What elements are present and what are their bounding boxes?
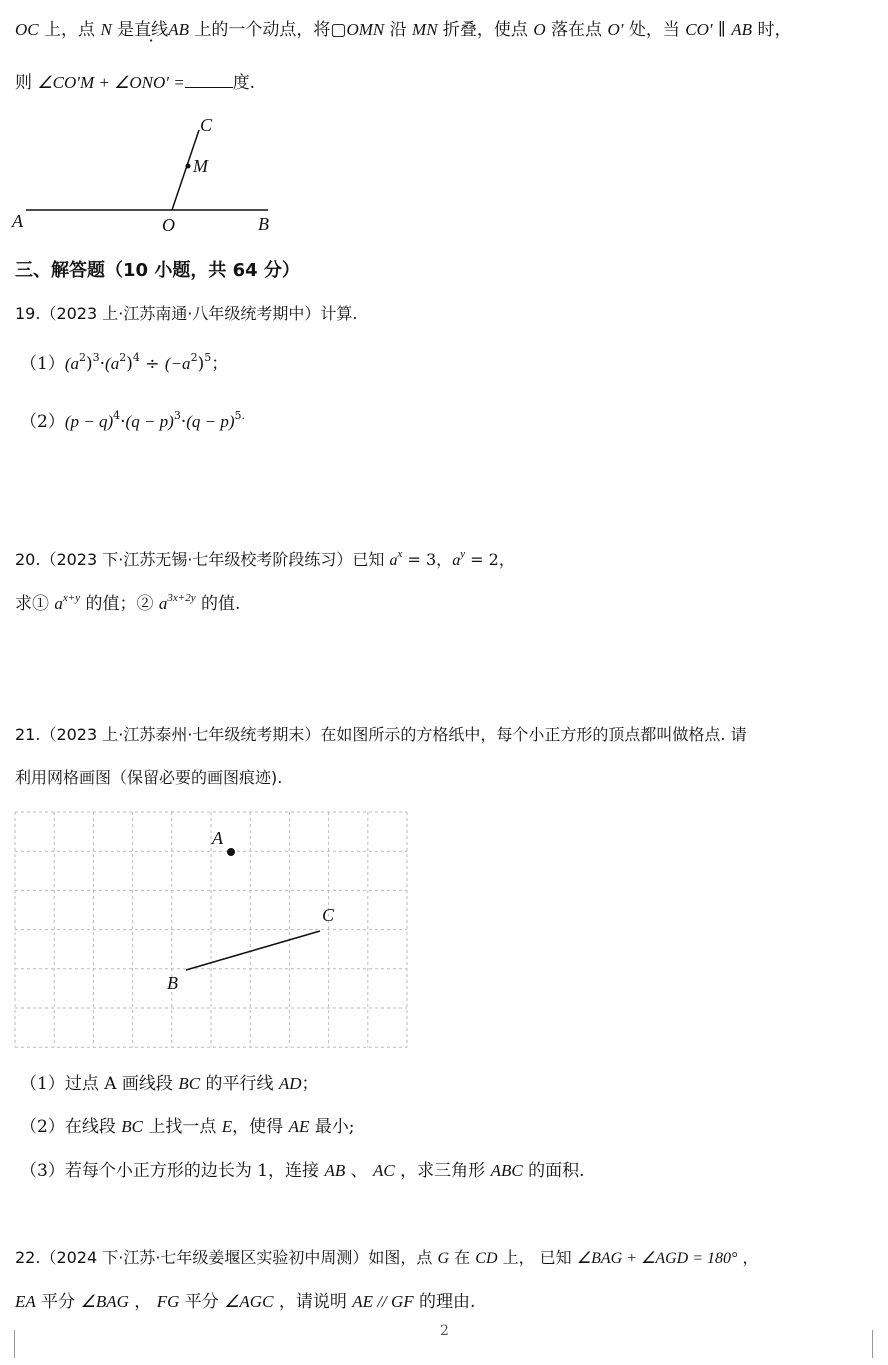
math: (q − p)	[125, 412, 174, 431]
label-c: C	[322, 905, 335, 925]
text: 平分	[179, 1292, 225, 1312]
math: a	[452, 552, 461, 569]
math-co-prime: CO′	[685, 20, 713, 39]
math: ÷	[139, 354, 165, 374]
segment-bc	[186, 931, 320, 970]
text: （1）过点 A 画线段	[20, 1074, 179, 1094]
text: 折叠，使点	[437, 20, 534, 40]
math: AD	[278, 1074, 302, 1093]
text: 则	[15, 73, 38, 93]
text: 、	[345, 1161, 374, 1181]
math: BC	[121, 1117, 143, 1136]
text: 求①	[15, 594, 55, 614]
angle-expression: ∠BAG + ∠AGD = 180°	[576, 1250, 738, 1267]
math: a	[54, 594, 63, 613]
label-o: O	[162, 215, 175, 235]
label-m: M	[193, 156, 208, 176]
page-number: 2	[440, 1323, 449, 1339]
math-sup: 3	[173, 409, 181, 422]
math: ABC	[490, 1161, 523, 1180]
math: (−a	[164, 354, 191, 373]
text: 处，当	[623, 20, 686, 40]
math: (a	[64, 354, 79, 373]
question-20-heading	[15, 549, 515, 572]
math: = 3	[402, 550, 437, 569]
text: 上的一个动点，将	[188, 20, 331, 40]
question-19-heading: 19.（2023 上·江苏南通·八年级统考期中）计算.	[15, 304, 358, 323]
text: 20.（2023 下·江苏无锡·七年级校考阶段练习）已知	[15, 550, 390, 569]
question-21-heading-line-1: 21.（2023 上·江苏泰州·七年级统考期末）在如图所示的方格纸中，每个小正方形的顶点都叫做格点. 请	[15, 725, 747, 744]
text: 上，点	[38, 20, 101, 40]
section-title: 三、解答题（10 小题，共 64 分）	[15, 260, 300, 281]
text: ，	[498, 550, 515, 569]
part-number: （2）	[20, 412, 65, 432]
math: )	[86, 354, 93, 374]
math: EA	[15, 1292, 36, 1311]
text: 度.	[232, 73, 256, 93]
math-sup: 5	[204, 351, 212, 364]
point-m	[186, 164, 191, 169]
text: ；	[301, 1074, 319, 1094]
math: )	[197, 354, 205, 374]
text: 是	[111, 20, 135, 40]
label-a: A	[212, 828, 223, 848]
text: ，使得	[232, 1117, 289, 1137]
math-mn: MN	[412, 20, 438, 39]
text: 的平行线	[200, 1074, 279, 1094]
label-b: B	[167, 973, 178, 993]
question-19-part-2	[20, 411, 245, 433]
math: a	[389, 552, 398, 569]
math-sup: 2	[190, 351, 198, 364]
text: 时，	[752, 20, 792, 40]
math-n: N	[100, 20, 112, 39]
math: (a	[105, 354, 120, 373]
text: 落在点	[545, 20, 608, 40]
math-sup: 5.	[234, 409, 246, 422]
text: ，求三角形	[394, 1161, 491, 1181]
math-sup: 3	[92, 351, 100, 364]
text: （3）若每个小正方形的边长为 1，连接	[20, 1161, 325, 1181]
text: ，	[737, 1248, 759, 1267]
text: 沿	[384, 20, 413, 40]
math: ∠BAG	[80, 1292, 129, 1311]
text: ，请说明	[273, 1292, 353, 1312]
text: 的面积.	[522, 1161, 585, 1181]
math-sup: 2	[79, 351, 86, 364]
math: a	[158, 594, 168, 613]
math: ·	[99, 354, 106, 374]
math: BC	[178, 1074, 201, 1093]
math: ∠AGC	[224, 1292, 274, 1311]
math: AC	[373, 1161, 395, 1180]
math-ab: AB	[168, 20, 189, 39]
math: E	[221, 1117, 233, 1136]
math-sup: 3x+2y	[167, 592, 196, 604]
text: 22.（2024 下·江苏·七年级姜堰区实验初中周测）如图，点	[15, 1248, 438, 1267]
text: 的理由.	[413, 1292, 476, 1312]
math-ab: AB	[731, 20, 753, 39]
angle-expression: ∠CO′M + ∠ONO′ =	[37, 73, 185, 92]
question-21-sub-1	[20, 1073, 319, 1095]
question-22-heading	[15, 1247, 759, 1270]
text: 最小;	[309, 1117, 355, 1137]
math-sup: y	[460, 548, 466, 560]
math-o-prime: O′	[607, 20, 624, 39]
math-omn: OMN	[346, 20, 385, 39]
math: = 2	[465, 550, 499, 569]
part-number: （1）	[20, 354, 65, 374]
grid-figure	[0, 800, 420, 1060]
question-20-line-2	[15, 593, 240, 615]
text-line	[15, 72, 255, 94]
point-a	[227, 848, 235, 856]
angle-figure	[0, 110, 300, 240]
parallel-symbol: ∥	[712, 20, 732, 40]
label-a: A	[12, 211, 23, 231]
grid-lines	[15, 812, 407, 1047]
question-21-sub-2	[20, 1116, 355, 1138]
question-21-heading-line-2: 利用网格画图（保留必要的画图痕迹).	[15, 768, 283, 787]
page-edge-left	[14, 1330, 15, 1358]
math: AE // GF	[352, 1292, 414, 1311]
math-sup: 4	[132, 351, 140, 364]
missing-glyph: ▢	[330, 20, 347, 40]
question-19-part-1	[20, 353, 228, 375]
text: ，	[436, 550, 453, 569]
text: 上找一点	[142, 1117, 222, 1137]
text: 平分	[35, 1292, 81, 1312]
math: FG	[156, 1292, 180, 1311]
text: ；	[211, 354, 229, 374]
math-sup: 4	[113, 409, 121, 422]
math-oc: OC	[15, 20, 39, 39]
math: ·	[180, 412, 187, 432]
math-sup: 2	[119, 351, 127, 364]
math: G	[437, 1250, 450, 1267]
question-21-sub-3	[20, 1160, 585, 1182]
page-edge-right	[872, 1330, 873, 1358]
math: (q − p)	[186, 412, 235, 431]
math-sup: x+y	[62, 592, 81, 604]
answer-blank	[185, 73, 233, 88]
text: 的值；②	[80, 594, 159, 614]
math: AE	[288, 1117, 310, 1136]
text-line	[15, 19, 791, 41]
math: ·	[120, 412, 126, 432]
label-b: B	[258, 214, 269, 234]
text: （2）在线段	[20, 1117, 122, 1137]
math: (p − q)	[64, 412, 114, 431]
text: 在	[449, 1248, 476, 1267]
question-22-line-2	[15, 1291, 475, 1313]
text: 上， 已知	[497, 1248, 577, 1267]
emphasis-text: 直线	[134, 20, 169, 40]
text: 的值.	[195, 594, 241, 614]
text: ，	[128, 1292, 157, 1312]
math: CD	[475, 1250, 498, 1267]
math-sup: x	[397, 548, 403, 560]
math: )	[126, 354, 133, 374]
math: AB	[324, 1161, 346, 1180]
math-o: O	[533, 20, 546, 39]
label-c: C	[200, 115, 213, 135]
